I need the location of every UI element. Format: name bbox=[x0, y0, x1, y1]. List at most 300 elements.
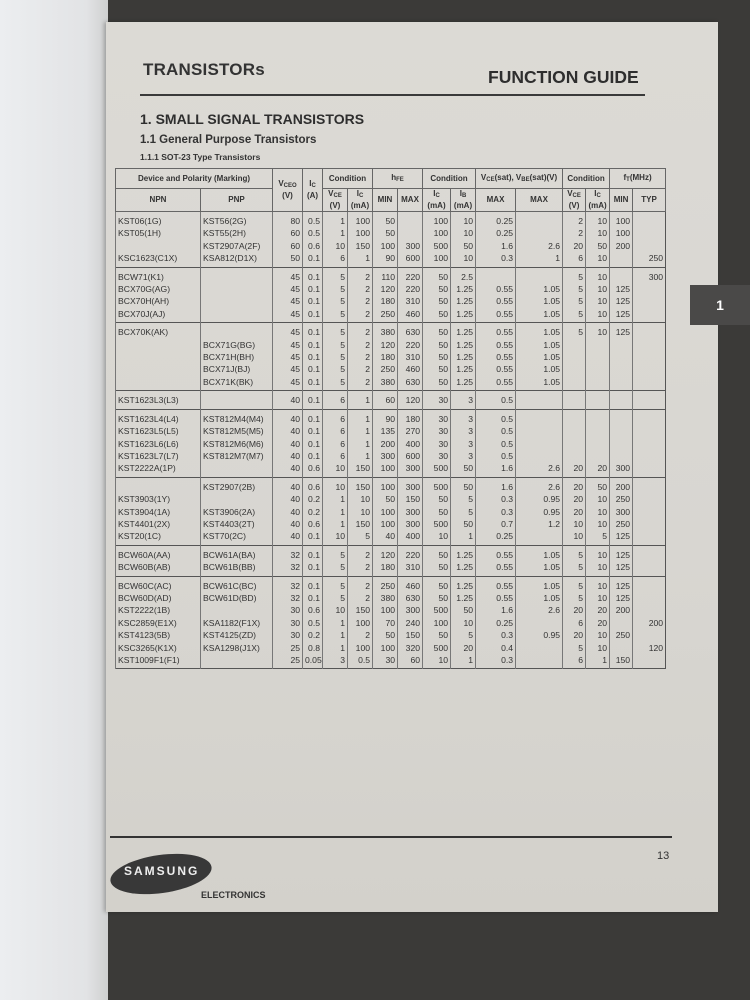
cell-npn bbox=[116, 363, 201, 375]
cell-cond-ic: 10 bbox=[348, 506, 373, 518]
cell-ft-vce bbox=[563, 409, 586, 425]
cell-ft-min bbox=[610, 267, 633, 283]
table-row bbox=[116, 654, 666, 669]
ft-typ-header: TYP bbox=[633, 189, 666, 212]
cell-hfe-min: 90 bbox=[373, 252, 398, 267]
cell-ft-min: 125 bbox=[610, 283, 633, 295]
cell-pnp: KST812M6(M6) bbox=[201, 438, 273, 450]
cell-ft-typ bbox=[633, 462, 666, 477]
cell-cond-vce: 5 bbox=[323, 576, 348, 592]
cell-cond-vce: 10 bbox=[323, 462, 348, 477]
subsubsection-heading: 1.1.1 SOT-23 Type Transistors bbox=[140, 152, 261, 162]
cell-pnp bbox=[201, 462, 273, 477]
cell-sat-ic: 50 bbox=[423, 363, 451, 375]
cell-hfe-min: 135 bbox=[373, 425, 398, 437]
footer-rule bbox=[110, 836, 672, 838]
cell-npn: KST1623L6(L6) bbox=[116, 438, 201, 450]
cell-ft-typ bbox=[633, 425, 666, 437]
cell-ft-typ bbox=[633, 376, 666, 391]
cell-vbe-sat-max bbox=[516, 391, 563, 409]
transistor-spec-table bbox=[115, 168, 666, 669]
cell-ft-typ bbox=[633, 339, 666, 351]
cell-hfe-max: 630 bbox=[398, 323, 423, 339]
cell-vbe-sat-max bbox=[516, 425, 563, 437]
cell-sat-ic: 100 bbox=[423, 227, 451, 239]
cell-hfe-max: 310 bbox=[398, 561, 423, 576]
table-row bbox=[116, 283, 666, 295]
cell-vceo: 60 bbox=[273, 240, 303, 252]
cell-hfe-max: 270 bbox=[398, 425, 423, 437]
cell-npn: KST1623L3(L3) bbox=[116, 391, 201, 409]
cell-ic: 0.1 bbox=[303, 409, 323, 425]
table-row bbox=[116, 376, 666, 391]
cell-pnp: KSA1298(J1X) bbox=[201, 642, 273, 654]
cell-ft-min: 200 bbox=[610, 604, 633, 616]
cell-hfe-min: 50 bbox=[373, 493, 398, 505]
cell-vce-sat-max: 0.4 bbox=[476, 642, 516, 654]
cell-cond-vce: 6 bbox=[323, 252, 348, 267]
table-row bbox=[116, 295, 666, 307]
cell-ft-vce bbox=[563, 376, 586, 391]
cell-hfe-max: 460 bbox=[398, 363, 423, 375]
cell-vceo: 40 bbox=[273, 409, 303, 425]
cell-vce-sat-max: 0.55 bbox=[476, 283, 516, 295]
cell-pnp bbox=[201, 391, 273, 409]
cell-hfe-min: 100 bbox=[373, 642, 398, 654]
cell-ic: 0.1 bbox=[303, 252, 323, 267]
cell-sat-ic: 30 bbox=[423, 450, 451, 462]
table-row bbox=[116, 227, 666, 239]
cell-hfe-min: 300 bbox=[373, 450, 398, 462]
cell-vbe-sat-max bbox=[516, 642, 563, 654]
cell-sat-ic: 50 bbox=[423, 506, 451, 518]
cell-hfe-max: 300 bbox=[398, 240, 423, 252]
cell-ft-min: 125 bbox=[610, 561, 633, 576]
cell-npn: KST05(1H) bbox=[116, 227, 201, 239]
table-row bbox=[116, 545, 666, 561]
cell-hfe-max: 220 bbox=[398, 545, 423, 561]
cell-cond-ic: 100 bbox=[348, 617, 373, 629]
cell-hfe-max: 220 bbox=[398, 339, 423, 351]
cell-ft-typ bbox=[633, 518, 666, 530]
ft-ic-header: $I_C$ (mA) bbox=[586, 189, 610, 212]
cell-npn: KST4123(5B) bbox=[116, 629, 201, 641]
cell-pnp bbox=[201, 604, 273, 616]
cell-pnp: BCW61C(BC) bbox=[201, 576, 273, 592]
header-rule bbox=[140, 94, 645, 96]
cell-vbe-sat-max bbox=[516, 267, 563, 283]
cell-ft-ic: 20 bbox=[586, 617, 610, 629]
cell-cond-vce: 1 bbox=[323, 493, 348, 505]
cell-ft-vce: 20 bbox=[563, 629, 586, 641]
cell-ft-min: 250 bbox=[610, 493, 633, 505]
cell-cond-ic: 2 bbox=[348, 283, 373, 295]
cell-cond-vce: 10 bbox=[323, 240, 348, 252]
cell-hfe-max: 630 bbox=[398, 592, 423, 604]
cell-vce-sat-max: 0.55 bbox=[476, 545, 516, 561]
cell-npn: BCW60B(AB) bbox=[116, 561, 201, 576]
cell-npn: BCW71(K1) bbox=[116, 267, 201, 283]
ft-header: $f_T(MHz)$ bbox=[610, 169, 666, 189]
sat-condition-header: Condition bbox=[423, 169, 476, 189]
cell-ft-vce: 20 bbox=[563, 506, 586, 518]
cell-ic: 0.6 bbox=[303, 604, 323, 616]
table-row bbox=[116, 240, 666, 252]
subsection-heading: 1.1 General Purpose Transistors bbox=[140, 134, 317, 146]
cell-hfe-min: 90 bbox=[373, 409, 398, 425]
cell-ft-ic: 10 bbox=[586, 592, 610, 604]
cell-npn: KST2222A(1P) bbox=[116, 462, 201, 477]
chapter-tab: 1 bbox=[690, 285, 750, 325]
cell-ft-min: 250 bbox=[610, 629, 633, 641]
cell-ic: 0.2 bbox=[303, 493, 323, 505]
cell-hfe-min: 100 bbox=[373, 518, 398, 530]
cell-pnp bbox=[201, 493, 273, 505]
cell-vbe-sat-max: 1.05 bbox=[516, 339, 563, 351]
cell-ft-typ bbox=[633, 227, 666, 239]
table-row bbox=[116, 425, 666, 437]
cell-ft-ic bbox=[586, 339, 610, 351]
cell-cond-vce: 10 bbox=[323, 477, 348, 493]
cell-npn: KST1623L5(L5) bbox=[116, 425, 201, 437]
facing-page-edge bbox=[0, 0, 108, 1000]
cell-cond-ic: 2 bbox=[348, 308, 373, 323]
cell-hfe-max: 60 bbox=[398, 654, 423, 669]
cell-sat-ic: 30 bbox=[423, 409, 451, 425]
cell-pnp: KST4403(2T) bbox=[201, 518, 273, 530]
device-polarity-header: Device and Polarity (Marking) bbox=[116, 169, 273, 189]
cell-ic: 0.1 bbox=[303, 308, 323, 323]
cell-sat-ic: 50 bbox=[423, 323, 451, 339]
cell-sat-ib: 3 bbox=[451, 425, 476, 437]
cell-vceo: 40 bbox=[273, 530, 303, 545]
cell-pnp: KSA1182(F1X) bbox=[201, 617, 273, 629]
cell-vceo: 40 bbox=[273, 438, 303, 450]
cell-sat-ic: 500 bbox=[423, 518, 451, 530]
cell-hfe-min: 100 bbox=[373, 462, 398, 477]
cell-vbe-sat-max bbox=[516, 654, 563, 669]
cell-sat-ic: 50 bbox=[423, 545, 451, 561]
cell-vce-sat-max: 0.5 bbox=[476, 391, 516, 409]
cell-ft-min bbox=[610, 391, 633, 409]
cell-ft-min: 125 bbox=[610, 545, 633, 561]
cell-ic: 0.5 bbox=[303, 227, 323, 239]
cell-pnp bbox=[201, 323, 273, 339]
cell-cond-ic: 2 bbox=[348, 545, 373, 561]
cell-sat-ic: 10 bbox=[423, 654, 451, 669]
cell-vbe-sat-max: 1.05 bbox=[516, 376, 563, 391]
cell-vceo: 30 bbox=[273, 604, 303, 616]
cell-hfe-max: 300 bbox=[398, 604, 423, 616]
cell-sat-ib: 50 bbox=[451, 518, 476, 530]
cell-cond-ic: 2 bbox=[348, 267, 373, 283]
cell-ft-min bbox=[610, 376, 633, 391]
cell-ft-min: 125 bbox=[610, 576, 633, 592]
cell-cond-vce: 1 bbox=[323, 227, 348, 239]
cell-ft-min: 300 bbox=[610, 462, 633, 477]
table-row bbox=[116, 493, 666, 505]
cell-pnp: BCX71G(BG) bbox=[201, 339, 273, 351]
cell-sat-ib: 1.25 bbox=[451, 351, 476, 363]
cell-hfe-min: 120 bbox=[373, 339, 398, 351]
cell-ft-typ bbox=[633, 493, 666, 505]
cell-ft-vce: 20 bbox=[563, 240, 586, 252]
cell-npn: KST20(1C) bbox=[116, 530, 201, 545]
cell-cond-ic: 2 bbox=[348, 363, 373, 375]
cell-vce-sat-max: 0.55 bbox=[476, 592, 516, 604]
cell-ft-vce bbox=[563, 425, 586, 437]
table-row bbox=[116, 617, 666, 629]
cell-npn: BCX70G(AG) bbox=[116, 283, 201, 295]
cell-pnp: KSA812(D1X) bbox=[201, 252, 273, 267]
cell-npn: BCW60A(AA) bbox=[116, 545, 201, 561]
table-row bbox=[116, 462, 666, 477]
cell-hfe-max: 150 bbox=[398, 629, 423, 641]
cell-vceo: 40 bbox=[273, 450, 303, 462]
cell-ft-vce: 5 bbox=[563, 308, 586, 323]
cell-ft-vce: 5 bbox=[563, 267, 586, 283]
cell-ft-vce: 5 bbox=[563, 323, 586, 339]
cell-cond-ic: 1 bbox=[348, 450, 373, 462]
cell-hfe-max: 320 bbox=[398, 642, 423, 654]
cell-ft-ic: 10 bbox=[586, 295, 610, 307]
table-row bbox=[116, 629, 666, 641]
cell-ft-min bbox=[610, 642, 633, 654]
cell-ft-ic bbox=[586, 363, 610, 375]
table-row bbox=[116, 642, 666, 654]
cell-ft-typ bbox=[633, 409, 666, 425]
table-group bbox=[116, 391, 666, 409]
cell-sat-ic: 50 bbox=[423, 561, 451, 576]
cell-ic: 0.5 bbox=[303, 212, 323, 228]
cell-ft-typ: 120 bbox=[633, 642, 666, 654]
table-row bbox=[116, 450, 666, 462]
cell-ic: 0.1 bbox=[303, 295, 323, 307]
cell-vceo: 40 bbox=[273, 425, 303, 437]
cell-ft-ic: 50 bbox=[586, 477, 610, 493]
cell-vceo: 40 bbox=[273, 518, 303, 530]
cell-vce-sat-max: 1.6 bbox=[476, 462, 516, 477]
cell-cond-vce: 10 bbox=[323, 530, 348, 545]
table-row bbox=[116, 323, 666, 339]
cell-ft-min bbox=[610, 425, 633, 437]
cell-ic: 0.1 bbox=[303, 425, 323, 437]
cell-cond-vce: 5 bbox=[323, 351, 348, 363]
cell-vbe-sat-max: 1.05 bbox=[516, 363, 563, 375]
cell-vceo: 40 bbox=[273, 506, 303, 518]
table-group bbox=[116, 477, 666, 545]
cell-sat-ic: 500 bbox=[423, 462, 451, 477]
cell-sat-ic: 500 bbox=[423, 477, 451, 493]
cell-cond-ic: 5 bbox=[348, 530, 373, 545]
cell-hfe-min: 380 bbox=[373, 376, 398, 391]
cell-vceo: 40 bbox=[273, 391, 303, 409]
cell-ft-typ bbox=[633, 391, 666, 409]
cell-vbe-sat-max: 1.2 bbox=[516, 518, 563, 530]
page-number: 13 bbox=[657, 850, 670, 862]
cell-cond-ic: 2 bbox=[348, 561, 373, 576]
cell-hfe-min: 180 bbox=[373, 351, 398, 363]
cell-ft-min: 200 bbox=[610, 240, 633, 252]
cell-cond-ic: 10 bbox=[348, 493, 373, 505]
ic-header: $I_C$ (A) bbox=[303, 169, 323, 212]
cell-sat-ic: 50 bbox=[423, 576, 451, 592]
cell-sat-ib: 1.25 bbox=[451, 592, 476, 604]
cell-vceo: 45 bbox=[273, 283, 303, 295]
cell-ft-vce: 2 bbox=[563, 227, 586, 239]
cell-ft-min: 150 bbox=[610, 654, 633, 669]
cell-ft-typ bbox=[633, 530, 666, 545]
cell-vbe-sat-max: 0.95 bbox=[516, 506, 563, 518]
cell-hfe-max: 220 bbox=[398, 267, 423, 283]
cell-hfe-max: 300 bbox=[398, 477, 423, 493]
cell-pnp: KST812M5(M5) bbox=[201, 425, 273, 437]
cell-vceo: 32 bbox=[273, 576, 303, 592]
cell-ft-vce: 5 bbox=[563, 295, 586, 307]
cell-hfe-max: 600 bbox=[398, 252, 423, 267]
cell-ic: 0.1 bbox=[303, 363, 323, 375]
cell-hfe-max bbox=[398, 227, 423, 239]
cell-sat-ib: 1.25 bbox=[451, 576, 476, 592]
table-row bbox=[116, 212, 666, 228]
ft-min-header: MIN bbox=[610, 189, 633, 212]
cell-sat-ic: 50 bbox=[423, 267, 451, 283]
cell-vceo: 40 bbox=[273, 462, 303, 477]
cell-ft-vce: 5 bbox=[563, 642, 586, 654]
samsung-logo-text: SAMSUNG bbox=[124, 864, 200, 878]
cell-npn: KST4401(2X) bbox=[116, 518, 201, 530]
cell-npn: BCW60D(AD) bbox=[116, 592, 201, 604]
cell-ft-ic: 10 bbox=[586, 576, 610, 592]
cell-hfe-min: 40 bbox=[373, 530, 398, 545]
cell-cond-ic: 2 bbox=[348, 576, 373, 592]
cell-vceo: 30 bbox=[273, 617, 303, 629]
cell-ft-vce bbox=[563, 351, 586, 363]
cell-vce-sat-max: 0.7 bbox=[476, 518, 516, 530]
cell-hfe-min: 100 bbox=[373, 506, 398, 518]
table-row bbox=[116, 604, 666, 616]
cell-ft-vce: 6 bbox=[563, 252, 586, 267]
cell-vceo: 45 bbox=[273, 323, 303, 339]
cell-hfe-max: 220 bbox=[398, 283, 423, 295]
cell-vce-sat-max bbox=[476, 267, 516, 283]
cell-hfe-min: 380 bbox=[373, 592, 398, 604]
cell-vce-sat-max: 0.55 bbox=[476, 576, 516, 592]
cell-ft-ic: 10 bbox=[586, 518, 610, 530]
cell-ic: 0.6 bbox=[303, 240, 323, 252]
cell-hfe-max: 300 bbox=[398, 506, 423, 518]
cell-ft-min bbox=[610, 363, 633, 375]
cell-ft-min bbox=[610, 617, 633, 629]
cell-hfe-min: 100 bbox=[373, 477, 398, 493]
cell-cond-ic: 2 bbox=[348, 629, 373, 641]
cond-vce-header: $V_{CE}$ (V) bbox=[323, 189, 348, 212]
table-row bbox=[116, 351, 666, 363]
cell-hfe-min: 100 bbox=[373, 604, 398, 616]
cell-npn: BCX70H(AH) bbox=[116, 295, 201, 307]
cell-cond-vce: 1 bbox=[323, 506, 348, 518]
cell-ft-typ: 250 bbox=[633, 252, 666, 267]
cell-cond-ic: 150 bbox=[348, 240, 373, 252]
cell-pnp bbox=[201, 654, 273, 669]
cell-ft-typ bbox=[633, 283, 666, 295]
cell-cond-vce: 5 bbox=[323, 592, 348, 604]
hfe-max-header: MAX bbox=[398, 189, 423, 212]
table-row bbox=[116, 518, 666, 530]
cell-vce-sat-max: 0.3 bbox=[476, 493, 516, 505]
ft-condition-header: Condition bbox=[563, 169, 610, 189]
cell-cond-ic: 0.5 bbox=[348, 654, 373, 669]
cell-ic: 0.05 bbox=[303, 654, 323, 669]
cell-vce-sat-max: 1.6 bbox=[476, 477, 516, 493]
cell-ft-min bbox=[610, 438, 633, 450]
cell-ft-ic bbox=[586, 438, 610, 450]
cell-ft-vce bbox=[563, 363, 586, 375]
cell-ft-typ bbox=[633, 450, 666, 462]
cell-pnp: KST55(2H) bbox=[201, 227, 273, 239]
header-function-guide: FUNCTION GUIDE bbox=[488, 67, 639, 87]
cell-ft-ic: 10 bbox=[586, 506, 610, 518]
cell-ic: 0.1 bbox=[303, 530, 323, 545]
cell-vceo: 45 bbox=[273, 351, 303, 363]
cell-hfe-min: 60 bbox=[373, 391, 398, 409]
cell-ft-ic: 10 bbox=[586, 493, 610, 505]
cell-cond-vce: 5 bbox=[323, 323, 348, 339]
cell-cond-vce: 1 bbox=[323, 518, 348, 530]
cell-pnp: KST3906(2A) bbox=[201, 506, 273, 518]
cell-sat-ic: 50 bbox=[423, 283, 451, 295]
cell-hfe-max: 400 bbox=[398, 530, 423, 545]
cell-ft-ic bbox=[586, 409, 610, 425]
cell-sat-ib: 1.25 bbox=[451, 283, 476, 295]
cell-sat-ib: 1 bbox=[451, 654, 476, 669]
cell-sat-ib: 10 bbox=[451, 227, 476, 239]
cell-vce-sat-max: 0.25 bbox=[476, 530, 516, 545]
cell-vce-sat-max: 0.3 bbox=[476, 654, 516, 669]
cell-ft-typ bbox=[633, 363, 666, 375]
cell-pnp: KST56(2G) bbox=[201, 212, 273, 228]
cell-ft-vce: 6 bbox=[563, 654, 586, 669]
cell-ft-min: 125 bbox=[610, 323, 633, 339]
cell-ft-vce bbox=[563, 391, 586, 409]
cell-vce-sat-max: 0.25 bbox=[476, 617, 516, 629]
cell-vbe-sat-max bbox=[516, 409, 563, 425]
cell-sat-ib: 50 bbox=[451, 604, 476, 616]
cell-pnp bbox=[201, 283, 273, 295]
cell-sat-ic: 30 bbox=[423, 425, 451, 437]
cell-ft-ic: 10 bbox=[586, 642, 610, 654]
cell-vbe-sat-max bbox=[516, 617, 563, 629]
cell-vceo: 45 bbox=[273, 295, 303, 307]
cell-cond-vce: 1 bbox=[323, 212, 348, 228]
cell-cond-vce: 5 bbox=[323, 283, 348, 295]
cell-cond-vce: 5 bbox=[323, 339, 348, 351]
cell-hfe-max: 120 bbox=[398, 391, 423, 409]
cell-cond-ic: 1 bbox=[348, 409, 373, 425]
cell-ft-typ: 300 bbox=[633, 267, 666, 283]
cell-sat-ib: 5 bbox=[451, 506, 476, 518]
cell-hfe-min: 50 bbox=[373, 212, 398, 228]
cell-ic: 0.2 bbox=[303, 506, 323, 518]
cell-sat-ic: 30 bbox=[423, 391, 451, 409]
cell-ft-min bbox=[610, 409, 633, 425]
cell-sat-ic: 500 bbox=[423, 240, 451, 252]
cell-hfe-min: 120 bbox=[373, 283, 398, 295]
cell-cond-vce: 6 bbox=[323, 450, 348, 462]
cell-hfe-min: 50 bbox=[373, 629, 398, 641]
cell-vce-sat-max: 0.3 bbox=[476, 506, 516, 518]
cell-npn: KST3904(1A) bbox=[116, 506, 201, 518]
